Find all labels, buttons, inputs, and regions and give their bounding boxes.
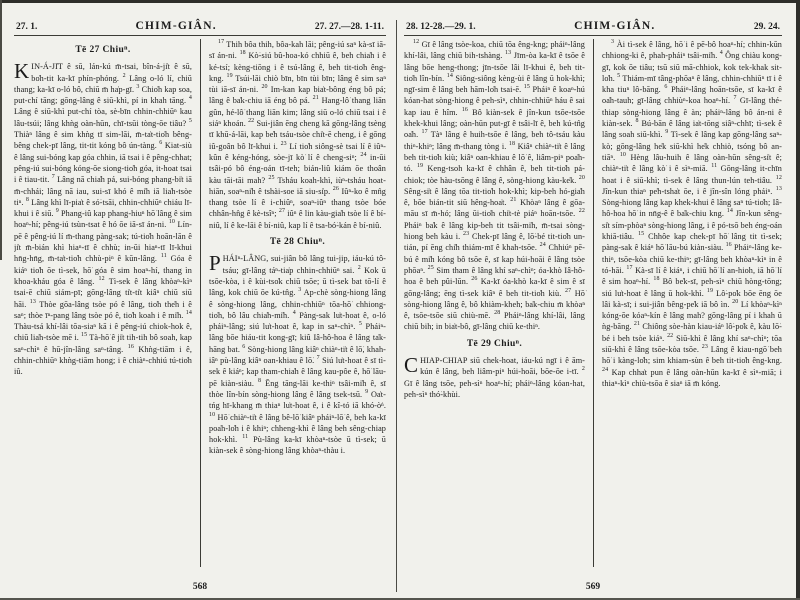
header-ref-right: 29. 24. bbox=[753, 22, 780, 32]
left-page-header bbox=[14, 18, 386, 36]
right-page-columns bbox=[404, 39, 782, 567]
scan-edge-top bbox=[0, 0, 800, 3]
header-ref-right: 27. 27.—28. 1-11. bbox=[314, 22, 384, 32]
drop-cap: P bbox=[209, 251, 221, 276]
text-column bbox=[200, 39, 386, 567]
chapter-heading: Tē 27 Chiuⁿ. bbox=[75, 45, 131, 55]
verse-paragraph: PHÁIⁿ-LÂNG, sui-jiân bô lâng tui-jip, iáu-kú tô-tsáu; gī-lâng táⁿ-tia̍p chhin-chhiūⁿ sai. $^2$ Kok ū tsōe-kòa, i ê kùi-tso̍k chiū tsōe; ū tì-sek bat tō-lí ê lâng, kok chiū ōe kú-tn̂g. $^3$ Ap-chè sòng-hiong lâng ê sòng-hiong lâng, chhin-chhiūⁿ tōa-hō͘ chhiong-tio̍h, bô lâu chia̍h-mi̍h. $^4$ Pàng-sak lu̍t-hoat ê, o-ló pháiⁿ-lâng; siú lu̍t-hoat ê, kap in saⁿ-chìⁿ. $^5$ Pháiⁿ-lâng bōe hiáu-tit kong-gī; kiû Iâ-hô-hoa ê lâng ta̍k-hāng bat. $^6$ Sòng-hiong lâng kiâⁿ chiàⁿ-ti̍t ê lō͘, khah-iâⁿ pù-lâng kiâⁿ oan-khiau ê lō͘. $^7$ Siú lu̍t-hoat ê sī tì-sek ê kiáⁿ; kap tham-chia̍h ê lâng kau-pôe ê, hō͘ lāu-pē kiàn-siàu. $^8$ Ēng tāng-lāi ke-thiⁿ tsâi-mi̍h ê, sī thòe lîn-bín sòng-hiong lâng ê lâng tsek-tsū. $^9$ Oa̍t-tńg hī-khang m̄ thiaⁿ lu̍t-hoat ê, i ê kî-tó iā khó-ò͘ⁿ. $^{10}$ Hō͘ chiàⁿ-ti̍t ê lâng bê-lō͘ kiâⁿ pháiⁿ-lō͘ ê, beh ka-kī poa̍h-lo̍h i ê khiⁿ; chheng-khì ê lâng beh sêng-chiap hok-khì. $^{11}$ Pù-lâng ka-kī khòaⁿ-tsòe ū tì-sek; ū kiàn-sek ê sòng-hiong lâng khòaⁿ-thàu i. bbox=[209, 251, 386, 456]
left-page bbox=[14, 18, 386, 594]
drop-cap: C bbox=[404, 353, 419, 378]
page-number: 569 bbox=[585, 582, 601, 592]
verse-paragraph: KIN-Á-JI̍T ê sū, lán-kú m̄-tsai, bîn-á-ji̍t ê sū, bo̍h-tit ka-kī phín-phóng. $^2$ Lâng o-ló lí, chiū thang; ka-kī o-ló bô, chiū m̄ ha̍p-gī. $^3$ Chio̍h kap soa, put-chí tāng; gōng-lâng ê siū-khì, pí in khah tāng. $^4$ Lâng ê siū-khì put-chí tòa, sè-bīn chhin-chhiūⁿ kau lâu-tsúi; lâng khǹg oàn-hūn, chī-tsūi tòng-ōe tiâu? $^5$ Thiàⁿ lâng ê sim khǹg tī sim-lāi, m̄-ta̍t-tio̍h bêng-bêng chek-pī lâng, tit-tit kóng bô ún-tàng. $^6$ Kiat-siù ê lâng sui-bóng kap góa chhin, iā tsai i ê pêng-chhat; pêng-iú sui-bóng kóng-ōe siong-tio̍h góa, it-hoat tsai i ê tiau-tit. $^7$ Lâng nā chia̍h pá, sui-bóng phang-bi̍t iā m̄-chhái; lâng nā iau, sui-sī khó ê mi̍h iā lia̍h-tsòe tiⁿ. $^8$ Lâng khì lī-pia̍t ê só͘-tsāi, chhin-chhiūⁿ chiáu lī-khui i ê siū. $^9$ Phang-iû kap phang-hiuⁿ hō͘ lâng ê sim hoaⁿ-hí; pêng-iú tsùn-tsat ê hó ōe iā-sī án-ni. $^{10}$ Lín-pē ê pêng-iú lí m̄-thang pàng-sak; tú-tio̍h hoān-lān ê ji̍t m̄-bián khì hiaⁿ-tī ê chhù; in-ūi hiaⁿ-tī lī-khui hn̄g-hn̄g, m̄-ta̍t-tio̍h chhù-piⁿ ê kūn-lâng. $^{11}$ Góa ê kiáⁿ tio̍h ōe tì-sek, hō͘ góa ê sim hoaⁿ-hí, thang ìn khoa-kháu góa ê lâng. $^{12}$ Tì-sek ê lâng khòaⁿ-kìⁿ tsai-ē chiū siám-pī; gōng-lâng ti̍t-ti̍t kiâⁿ chiū siū hāi. $^{13}$ Thòe gōa-lâng tsòe pó ê lâng, tio̍h the̍h i ê saⁿ; thòe īⁿ-pang lâng tsòe pó ê, tio̍h koah i ê mi̍h. $^{14}$ Thàu-tsá khí-lâi tōa-siaⁿ kā i ê pêng-iú chiok-hok ê, chiū lia̍h-tsòe mē i. $^{15}$ Tà-hō͘ ê ji̍t tih-tih bô soah, kap saⁿ-chìⁿ ê hū-jîn-lâng saⁿ-tâng. $^{16}$ Khǹg-tiām i ê, chhin-chhiūⁿ khǹg-tiām hong; i ê chiàⁿ-chhiú tú-tio̍h iû. bbox=[14, 59, 193, 377]
chapter-heading: Tē 28 Chiuⁿ. bbox=[269, 237, 326, 248]
chapter-heading: Tē 29 Chiuⁿ. bbox=[466, 338, 523, 349]
scan-edge-left bbox=[0, 0, 2, 260]
page-number: 568 bbox=[192, 582, 208, 592]
text-column bbox=[404, 39, 593, 567]
text-column bbox=[593, 39, 782, 567]
verse-paragraph: $^{17}$ Thih bôa thih, bôa-kah lāi; pêng-iú saⁿ kà-sī iā-sī án-ni. $^{18}$ Kò͘-siú bû-hoa-kó chhiū ê, beh chia̍h i ê ké-tsí; kèng-tiōng i ê tsú-lâng ê, beh tit-tio̍h êng-kng. $^{19}$ Tsúi-lāi chiò bīn, bīn tùi bīn; lâng ê sim saⁿ tùi iā-sī án-ni. $^{20}$ Im-kan kap bia̍t-bông éng bô pá; lâng ê ba̍k-chiu iā éng bô pá. $^{21}$ Hang-lô͘ thang liān gûn, hé-lô͘ thang liān kim; lâng siū o-ló chiū tsai i ê siáⁿ khoán. $^{22}$ Sui-jiân ēng cheng kā gōng-lâng tsèng tī khū-á-lāi, kap be̍h tsáu-tsòe chi̍t-ē cheng, i ê gōng iû-goân bô lī-khui i. $^{23}$ Lí tio̍h siông-sè tsai lí ê iûⁿ-kûn ê kéng-hóng, sòe-jī kò͘ lí ê cheng-siⁿ; $^{24}$ in-ūi tsâi-pó bô éng-oán tī-teh; bián-liû kiám ōe thoân kàu tāi-tāi mah? $^{25}$ Tsháu koah-khì, iùⁿ-tsháu hoat-hiān, soaⁿ-ni̍h ê tshài-soe iā siu-si̍p. $^{26}$ Iûⁿ-ko ê mn̂g thang tsòe lí ê i-chiûⁿ, soaⁿ-iûⁿ thang tsòe bóe chhân-hn̂g ê kè-tsîⁿ; $^{27}$ iûⁿ ê lin kàu-gia̍h tsòe lí ê bí-niû, lí ê ke-lāi ê bí-niû, kap lí ê tsa-bó͘-kán ê bí-niû. bbox=[209, 39, 386, 230]
text-column bbox=[14, 39, 200, 567]
right-page bbox=[404, 18, 782, 594]
verse-paragraph: $^{12}$ Gī ê lâng tsòe-koa, chiū tōa êng-kng; pháiⁿ-lâng khí-lâi, lâng chiū bih-tshàng. $^{13}$ Jīm-òa ka-kī ê tsōe ê lâng bōe heng-thong; jīn-tsōe lâi lī-khui ê, beh tit-tio̍h lîn-bín. $^{14}$ Siông-siông kèng-ùi ê lâng ū hok-khì; ngī-sim ê lâng beh hām-lo̍h tsai-ē. $^{15}$ Pháiⁿ ê koaⁿ-hú kóan-hat sòng-hiong ê peh-sìⁿ, chhin-chhiūⁿ háu ê sai kap iau ê hîm. $^{16}$ Bô kiàn-sek ê jîn-kun tsōe-tsōe khek-khui lâng; oàn-hūn put-gī ê tsâi-lī ê, beh kú-tn̂g oa̍h. $^{17}$ Tàⁿ lâng ê huih-tsōe ê lâng, beh tô-tsáu kàu thiⁿ-khiⁿ; lâng m̄-thang tòng i. $^{18}$ Kiâⁿ chiàⁿ-ti̍t ê lâng beh tit-tio̍h kiù; kiâⁿ oan-khiau ê lō͘ ê, liâm-piⁿ poa̍h-tó. $^{19}$ Keng-tsoh ka-kī ê chhân ê, beh tit-tio̍h pá-chiok; tòe hàu-tsōng ê lâng ê, sòng-hiong kàu-ke̍k. $^{20}$ Sêng-si̍t ê lâng tōa tit-tio̍h hok-khì; kip-beh hó-gia̍h ê, bōe bián-tit siū hêng-hoa̍t. $^{21}$ Khòaⁿ lâng ê gōa-māu sī m̄-hó; lâng ūi-tio̍h chi̍t-tè piáⁿ hoān-tsōe. $^{22}$ Pháiⁿ ba̍k ê lâng kip-beh tit tsâi-mi̍h, m̄-tsai sòng-hiong beh kàu i. $^{23}$ Chek-pī lâng ê, lō͘-bé tit-tio̍h un-tián, pí ēng chi̍h thiám-mī ê khah-tsōe. $^{24}$ Chhiúⁿ pē-bú ê mi̍h kóng bô tsōe ê, sī kap húi-hoāi ê lâng tsòe phōaⁿ. $^{25}$ Sim tham ê lâng khí saⁿ-chìⁿ; óa-khò Iâ-hô-hoa ê beh pûi-lūn. $^{26}$ Ka-kī óa-khò ka-kī ê sim ê sī gōng-lâng; ēng tì-sek kiâⁿ ê beh tit-tio̍h kiù. $^{27}$ Hō͘ sòng-hiong lâng ê, bô khiàm-kheh; ba̍k-chiu m̄ khòaⁿ ê, tsōe-tsōe siū chiù-mē. $^{28}$ Pháiⁿ-lâng khí-lâi, lâng chiū bih; in bia̍t-bô, gī-lâng chiū ke-thiⁿ. bbox=[404, 39, 586, 332]
scan-edge-right bbox=[796, 0, 800, 600]
drop-cap: K bbox=[14, 59, 30, 84]
verse-paragraph: CHIAP-CHIAP siū chek-hoat, iáu-kú ngī i ê ām-kún ê lâng, beh liâm-piⁿ húi-hoāi, bōe-ōe i-tī. $^2$ Gī ê lâng tsōe, peh-sìⁿ hoaⁿ-hí; pháiⁿ-lâng kóan-hat, peh-sìⁿ thó͘-khùi. bbox=[404, 353, 585, 399]
right-page-header bbox=[404, 18, 782, 36]
header-ref-left: 28. 12-28.—29. 1. bbox=[406, 22, 476, 32]
left-page-columns bbox=[14, 39, 386, 567]
header-ref-left: 27. 1. bbox=[16, 22, 38, 32]
page-gutter-line bbox=[396, 20, 397, 592]
book-title: CHIM-GIÂN. bbox=[135, 20, 217, 32]
verse-paragraph: $^3$ Ài tì-sek ê lâng, hō͘ i ê pē-bô hoaⁿ-hí; chhin-kūn chhiong-ki ê, phah-pháiⁿ tsâi-mi̍h. $^4$ Ông chiàu kong-gī, kok ōe tiâu; tsū siū mā-chhiok, kok tek-khak sit-lo̍h. $^5$ Thiám-mī tâng-phōaⁿ ê lâng, chhin-chhiūⁿ tī i ê kha tiuⁿ lô-bāng. $^6$ Pháiⁿ-lâng hoān-tsōe, sī ka-kī ê oa̍h-tauh; gī-lâng chhiùⁿ-koa hoaⁿ-hí. $^7$ Gī-lâng thé-thiap sòng-hiong lâng ê àn; pháiⁿ-lâng bô án-ni ê kiàn-sek. $^8$ Bú-bān ê lâng ia̍t-tōng siâⁿ-chhī; tì-sek ê lâng soah siū-khì. $^9$ Tì-sek ê lâng kap gōng-lâng saⁿ-kò; gōng-lâng he̍k siū-khì he̍k chhiò, tsóng bô an-tiāⁿ. $^{10}$ Hèng lâu-huih ê lâng oàn-hūn sêng-si̍t ê; chiàⁿ-ti̍t ê lâng kò͘ i ê sìⁿ-miā. $^{11}$ Gōng-lâng it-chīn hoat i ê siū-khì; tì-sek ê lâng thun-lún teh-tiâu. $^{12}$ Jîn-kun thiaⁿ pe̍h-tsha̍t ōe, i ê jîn-sîn lóng pháiⁿ. $^{13}$ Sòng-hiong lâng kap khek-khui ê lâng saⁿ tú-tio̍h; Iâ-hô-hoa hō͘ in nn̄g-ê ê ba̍k-chiu kng. $^{14}$ Jîn-kun sêng-si̍t sím-phòaⁿ sòng-hiong lâng, i ê pó-tsō beh éng-oán khiā-tiâu. $^{15}$ Chhôe kap chek-pī hō͘ lâng tit tì-sek; pàng-sak ê kiáⁿ hō͘ lāu-bú kiàn-siàu. $^{16}$ Pháiⁿ-lâng ke-thiⁿ, tsōe-kòa chiū ke-thiⁿ; gī-lâng beh khòaⁿ-kìⁿ in ê tó-hāi. $^{17}$ Kà-sī lí ê kiáⁿ, i chiū hō͘ lí an-hioh, iā hō͘ lí ê sim hoaⁿ-hí. $^{18}$ Bô be̍k-sī, peh-sìⁿ chiū hòng-tōng; siú lu̍t-hoat ê lâng ū hok-khì. $^{19}$ Lô͘-po̍k bōe ēng ōe lâi kà-sī; i sui-jiân bêng-pe̍k iā bô ìn. $^{20}$ Lí khòaⁿ-kìⁿ kóng-ōe kóaⁿ-kín ê lâng mah? gōng-lâng pí i khah ū ǹg-bāng. $^{21}$ Chiông sòe-hàn kiau-iáⁿ lô͘-po̍k ê, kàu lō͘-bé i beh tsòe kiáⁿ. $^{22}$ Siū-khì ê lâng khí saⁿ-chìⁿ; tōa siū-khì ê lâng tsōe-kòa tsōe. $^{23}$ Lâng ê kiau-ngō͘ beh hō͘ i kàng-lo̍h; sim khiam-sùn ê beh tit-tio̍h êng-kng. $^{24}$ Kap chha̍t pun ê lâng oàn-hūn ka-kī ê sìⁿ-miā; i thiaⁿ-kìⁿ chiù-tsōa ê siaⁿ iā m̄ kóng. bbox=[602, 39, 782, 388]
book-title: CHIM-GIÂN. bbox=[574, 20, 656, 32]
